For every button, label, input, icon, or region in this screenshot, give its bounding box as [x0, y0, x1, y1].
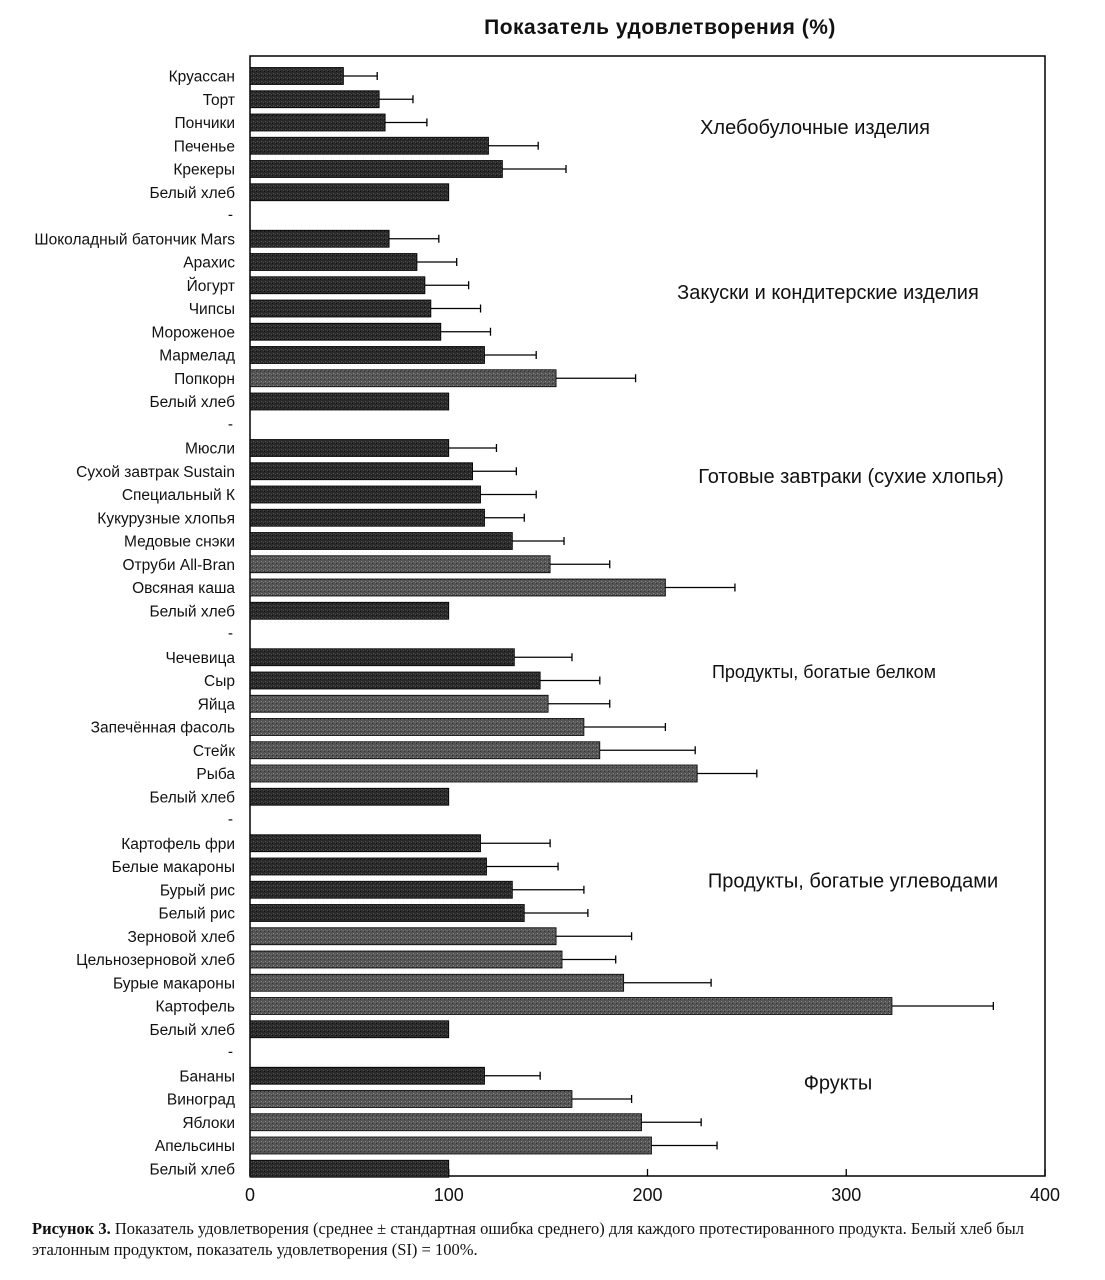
- bar: [250, 184, 449, 201]
- figure-caption: [32, 1218, 1082, 1260]
- category-label: Белый хлеб: [149, 1161, 235, 1179]
- bar: [250, 579, 665, 596]
- bar: [250, 998, 892, 1015]
- bar: [250, 370, 556, 387]
- category-label: Бурые макароны: [112, 975, 235, 993]
- group-label: Готовые завтраки (сухие хлопья): [698, 465, 1004, 488]
- category-label: Яблоки: [182, 1114, 235, 1132]
- bar: [250, 765, 697, 782]
- group-label: Продукты, богатые углеводами: [707, 870, 999, 893]
- category-label: Отруби All-Bran: [122, 556, 235, 574]
- bar: [250, 137, 489, 154]
- category-label: Картофель: [155, 998, 235, 1016]
- category-label: Круассан: [168, 68, 235, 86]
- bar: [250, 486, 481, 503]
- bar: [250, 393, 449, 410]
- category-label: Белый хлеб: [149, 603, 235, 621]
- bar: [250, 602, 449, 619]
- bar: [250, 91, 379, 108]
- bar: [250, 1114, 642, 1131]
- caption-text: Показатель удовлетворения (среднее ± стандартная ошибка среднего) для каждого протестированного продукта. Белый хлеб был эталонным продуктом, показатель удовлетворения (SI) = 100%.: [32, 1219, 1024, 1259]
- bar: [250, 463, 473, 480]
- group-label: Продукты, богатые белком: [711, 662, 937, 683]
- bar: [250, 509, 485, 526]
- category-label: Цельнозерновой хлеб: [76, 952, 235, 969]
- category-label: Картофель фри: [121, 835, 235, 853]
- bar: [250, 300, 431, 317]
- bar: [250, 161, 502, 178]
- category-label: Яйца: [197, 696, 235, 714]
- x-tick-label: 400: [1029, 1185, 1061, 1205]
- group-label: Закуски и кондитерские изделия: [677, 282, 979, 305]
- bar: [250, 1091, 572, 1108]
- bar: [250, 347, 485, 364]
- category-label: Чипсы: [188, 301, 235, 318]
- bar: [250, 742, 600, 759]
- group-separator: -: [227, 1043, 233, 1061]
- bar: [250, 649, 514, 666]
- x-tick-label: 300: [831, 1185, 862, 1205]
- bar: [250, 695, 548, 712]
- bar: [250, 1067, 485, 1084]
- category-label: Сухой завтрак Sustain: [76, 463, 235, 481]
- category-label: Белый хлеб: [149, 789, 235, 807]
- bar: [250, 556, 550, 573]
- category-label: Белый хлеб: [149, 394, 235, 411]
- group-separator: -: [227, 206, 233, 224]
- bar: [250, 951, 562, 968]
- x-tick-label: 200: [632, 1185, 663, 1205]
- x-tick-label: 100: [433, 1185, 464, 1205]
- bar: [250, 1160, 449, 1177]
- bar: [250, 533, 512, 550]
- category-label: Белый рис: [158, 905, 235, 923]
- category-label: Апельсины: [154, 1138, 235, 1155]
- bar: [250, 254, 417, 271]
- bar: [250, 719, 584, 736]
- bar: [250, 905, 524, 922]
- category-label: Чечевица: [165, 649, 235, 667]
- category-label: Зерновой хлеб: [127, 928, 235, 946]
- bar: [250, 68, 343, 85]
- category-label: Стейк: [192, 742, 235, 760]
- category-label: Торт: [202, 91, 235, 109]
- category-label: Крекеры: [173, 161, 235, 179]
- category-label: Печенье: [173, 138, 235, 156]
- bar: [250, 230, 389, 247]
- group-separator: -: [227, 625, 233, 642]
- bar: [250, 1137, 651, 1154]
- bar: [250, 974, 624, 991]
- category-label: Виноград: [166, 1091, 235, 1109]
- category-label: Рыба: [196, 766, 235, 783]
- category-label: Арахис: [183, 254, 235, 272]
- category-label: Овсяная каша: [132, 580, 235, 597]
- bar: [250, 277, 425, 294]
- bar: [250, 928, 556, 945]
- bar: [250, 881, 512, 898]
- category-label: Бурый рис: [159, 882, 235, 900]
- group-label: Фрукты: [803, 1072, 873, 1095]
- caption-label: Рисунок 3.: [32, 1219, 111, 1238]
- category-label: Белый хлеб: [149, 1021, 235, 1039]
- bar: [250, 788, 449, 805]
- category-label: Специальный К: [121, 487, 235, 504]
- bar: [250, 858, 487, 875]
- bar: [250, 114, 385, 131]
- group-label: Хлебобулочные изделия: [700, 117, 930, 140]
- bar: [250, 440, 449, 457]
- category-label: Бананы: [179, 1068, 235, 1086]
- bar: [250, 1021, 449, 1038]
- category-label: Медовые снэки: [124, 533, 235, 551]
- bar: [250, 835, 481, 852]
- category-label: Мюсли: [185, 440, 235, 458]
- category-label: Сыр: [204, 673, 235, 690]
- category-label: Белые макароны: [111, 859, 235, 876]
- group-separator: -: [227, 415, 233, 433]
- category-label: Белый хлеб: [149, 184, 235, 202]
- category-label: Пончики: [174, 115, 235, 132]
- category-label: Мороженое: [151, 324, 235, 342]
- category-label: Йогурт: [186, 277, 235, 295]
- category-label: Мармелад: [159, 347, 235, 365]
- group-separator: -: [227, 811, 233, 828]
- chart-title: Показатель удовлетворения (%): [484, 16, 836, 39]
- bar: [250, 672, 540, 689]
- category-label: Попкорн: [174, 370, 235, 388]
- category-label: Запечённая фасоль: [90, 719, 235, 737]
- category-label: Кукурузные хлопья: [97, 510, 235, 528]
- category-label: Шоколадный батончик Mars: [34, 231, 235, 249]
- bar: [250, 323, 441, 340]
- x-tick-label: 0: [244, 1185, 256, 1205]
